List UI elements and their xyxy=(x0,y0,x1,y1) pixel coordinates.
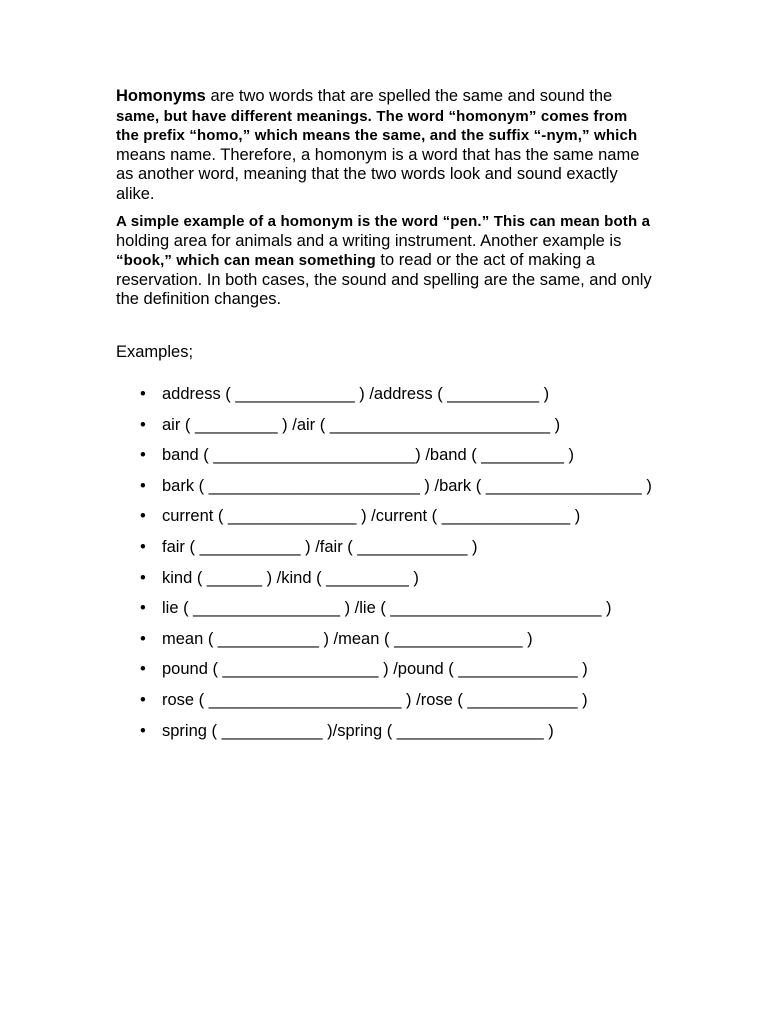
list-item xyxy=(116,659,716,690)
paragraph1-line-4: means name. Therefore, a homonym is a word that has the same name xyxy=(116,145,640,164)
bullet-icon: • xyxy=(140,507,146,526)
homonyms-term: Homonyms xyxy=(116,87,206,105)
paragraph1-line-1: Homonyms are two words that are spelled the same and sound the xyxy=(116,87,613,105)
list-item xyxy=(116,629,716,660)
list-item xyxy=(116,384,716,415)
list-item xyxy=(116,721,716,752)
examples-list xyxy=(116,384,716,751)
bullet-icon: • xyxy=(140,476,146,495)
list-item xyxy=(116,415,716,446)
example-text: band ( ______________________) /band ( _________ ) xyxy=(162,446,574,465)
list-item xyxy=(116,506,716,537)
bullet-icon: • xyxy=(140,415,146,434)
bullet-icon: • xyxy=(140,568,146,587)
paragraph2-line-5: the definition changes. xyxy=(116,290,282,308)
bullet-icon: • xyxy=(140,690,146,709)
paragraph2-line-3: “book,” which can mean something to read or the act of making a xyxy=(116,251,596,269)
bullet-icon: • xyxy=(140,537,146,556)
bullet-icon: • xyxy=(140,446,146,465)
bullet-icon: • xyxy=(140,599,146,618)
example-text: kind ( ______ ) /kind ( _________ ) xyxy=(162,568,419,587)
paragraph2-line-2: holding area for animals and a writing instrument. Another example is xyxy=(116,231,622,250)
paragraph1-line-6: alike. xyxy=(116,184,155,203)
homonym-example-paragraph xyxy=(116,212,716,310)
example-text: address ( _____________ ) /address ( __________ ) xyxy=(162,385,550,403)
bullet-icon: • xyxy=(140,660,146,679)
bullet-icon: • xyxy=(140,385,146,403)
book-example-bold: “book,” which can mean something xyxy=(116,252,376,269)
example-text: mean ( ___________ ) /mean ( ______________ ) xyxy=(162,629,533,648)
example-text: current ( ______________ ) /current ( ______________ ) xyxy=(162,507,581,526)
example-text: spring ( ___________ )/spring ( ________________ ) xyxy=(162,721,554,740)
bullet-icon: • xyxy=(140,721,146,740)
example-text: air ( _________ ) /air ( ________________________ ) xyxy=(162,415,561,434)
list-item xyxy=(116,445,716,476)
list-item xyxy=(116,476,716,507)
examples-heading: Examples; xyxy=(116,342,194,361)
paragraph2-line-4: reservation. In both cases, the sound and spelling are the same, and only xyxy=(116,270,652,289)
example-text: bark ( _______________________ ) /bark ( _________________ ) xyxy=(162,476,652,495)
paragraph1-line-5: as another word, meaning that the two words look and sound exactly xyxy=(116,165,618,183)
paragraph1-line-2: same, but have different meanings. The word “homonym” comes from xyxy=(116,107,628,125)
list-item xyxy=(116,568,716,599)
bullet-icon: • xyxy=(140,629,146,648)
list-item xyxy=(116,537,716,568)
paragraph1-line-3: the prefix “homo,” which means the same, and the suffix “-nym,” which xyxy=(116,127,638,144)
paragraph2-line-1: A simple example of a homonym is the word “pen.” This can mean both a xyxy=(116,213,651,230)
homonym-definition-paragraph xyxy=(116,87,716,204)
list-item xyxy=(116,598,716,629)
example-text: fair ( ___________ ) /fair ( ____________ ) xyxy=(162,537,478,556)
example-text: lie ( ________________ ) /lie ( _______________________ ) xyxy=(162,599,612,618)
list-item xyxy=(116,690,716,721)
example-text: pound ( _________________ ) /pound ( _____________ ) xyxy=(162,660,588,679)
example-text: rose ( _____________________ ) /rose ( ____________ ) xyxy=(162,690,588,709)
document-page xyxy=(116,87,716,751)
